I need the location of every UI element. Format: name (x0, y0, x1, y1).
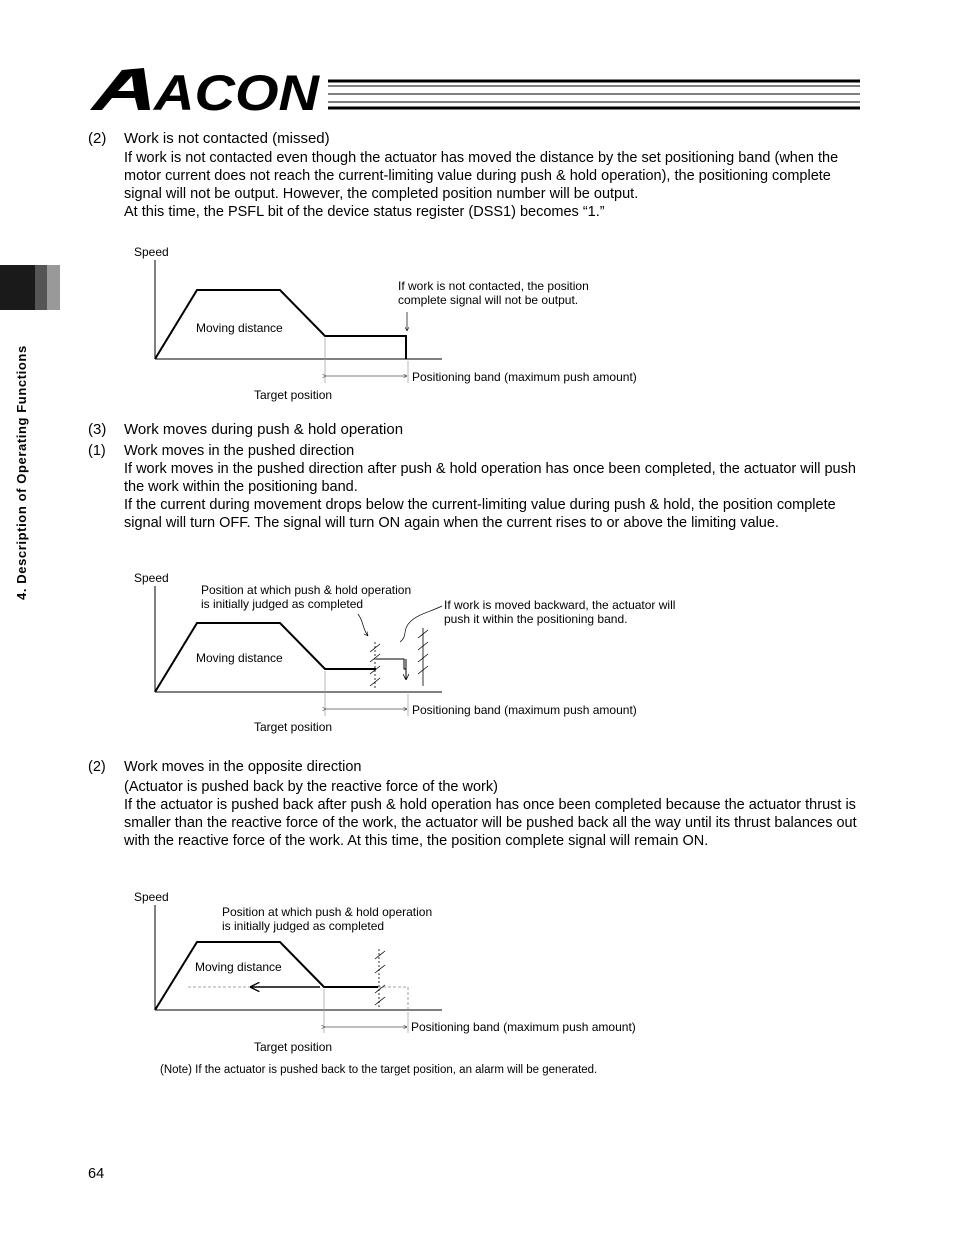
judged-label-line-2: is initially judged as completed (222, 919, 385, 933)
sub-1-paragraph-1: If work moves in the pushed direction after push & hold operation has once been completed, the actuator will push the work within the positioning band. (124, 461, 856, 495)
push-step-line (376, 659, 406, 669)
judged-label-line-1: Position at which push & hold operation (201, 583, 412, 597)
positioning-band-label: Positioning band (maximum push amount) (412, 370, 637, 384)
callout-line-2: complete signal will not be output. (398, 293, 579, 307)
section-3-title: Work moves during push & hold operation (124, 421, 404, 438)
acon-logo (88, 64, 863, 116)
sub-2-paragraph-1: (Actuator is pushed back by the reactive force of the work) (124, 779, 498, 795)
callout-line-1: If work is moved backward, the actuator will (444, 598, 676, 612)
section-2-paragraph-2: At this time, the PSFL bit of the device status register (DSS1) becomes “1.” (124, 204, 605, 220)
target-position-label: Target position (254, 720, 333, 734)
sub-1-paragraph-2: If the current during movement drops below the current-limiting value during push & hold, the position complete signal will turn OFF. The signal will turn ON again when the current rises to or above the limiting value. (124, 497, 836, 531)
work-hatch (375, 949, 385, 1009)
judged-pointer (358, 614, 368, 636)
speed-label: Speed (134, 571, 169, 585)
page-number: 64 (88, 1166, 105, 1182)
sub-1-title: Work moves in the pushed direction (124, 443, 355, 459)
target-position-label: Target position (254, 1040, 333, 1054)
target-position-label: Target position (254, 388, 333, 402)
callout-line-1: If work is not contacted, the position (398, 279, 589, 293)
logo-wordmark: ACON (151, 65, 320, 116)
speed-label: Speed (134, 890, 169, 904)
side-section-label: 4. Description of Operating Functions (14, 345, 29, 600)
moving-distance-label: Moving distance (196, 321, 283, 335)
callout-pointer (400, 606, 442, 642)
sub-2-paragraph-2: If the actuator is pushed back after push & hold operation has once been completed because the actuator thrust is smaller than the reactive force of the work, the actuator will be pushed back all the way until its thrust balances out with the reactive force of the work. At this time, the position complete signal will remain ON. (124, 797, 857, 849)
moving-distance-label: Moving distance (195, 960, 282, 974)
judged-label-line-2: is initially judged as completed (201, 597, 364, 611)
figure-work-moves-pushed (120, 566, 700, 738)
section-2-title: Work is not contacted (missed) (124, 130, 330, 147)
figure-work-not-contacted (120, 240, 680, 405)
moving-distance-label: Moving distance (196, 651, 283, 665)
work-hatch-1 (370, 642, 380, 688)
sub-2-title: Work moves in the opposite direction (124, 759, 362, 775)
section-2-paragraph-1: If work is not contacted even though the actuator has moved the distance by the set positioning band (when the motor current does not reach the current-limiting value during push & hold operation), the positioning complete signal will not be output. However, the completed position number will be output. (124, 150, 839, 202)
side-tab-marker (0, 265, 60, 310)
sub-1-number: (1) (88, 443, 106, 459)
positioning-band-label: Positioning band (maximum push amount) (411, 1020, 636, 1034)
speed-profile-line (155, 942, 378, 1010)
callout-line-2: push it within the positioning band. (444, 612, 628, 626)
section-3-number: (3) (88, 421, 107, 438)
figure-note: (Note) If the actuator is pushed back to the target position, an alarm will be generated. (160, 1064, 598, 1076)
positioning-band-label: Positioning band (maximum push amount) (412, 703, 637, 717)
section-2-number: (2) (88, 130, 107, 147)
figure-work-moves-opposite (120, 885, 680, 1057)
speed-label: Speed (134, 245, 169, 259)
sub-2-number: (2) (88, 759, 106, 775)
judged-label-line-1: Position at which push & hold operation (222, 905, 433, 919)
work-hatch-2 (418, 628, 428, 686)
